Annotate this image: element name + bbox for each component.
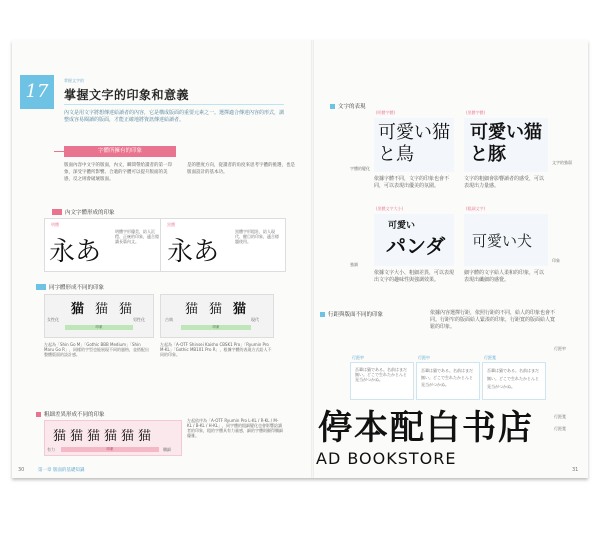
cell-desc: 細字體的文字給人柔和的印象，可以表現出纖細的感覺。 <box>464 270 545 283</box>
label-mas: 男性化 <box>133 317 145 322</box>
cell-tag: (黑體文字大小) <box>376 206 404 211</box>
cat-char: 猫 <box>185 302 199 317</box>
left-page <box>12 40 311 478</box>
footer-chapter: 第一章 版面的基礎知識 <box>38 468 85 473</box>
side-label: 強調 <box>350 262 358 267</box>
logo-chinese: 停本配白书店 <box>318 408 534 448</box>
label-fem: 女性化 <box>47 317 59 322</box>
page-number-right: 31 <box>572 467 579 473</box>
label-modern: 現代 <box>251 317 259 322</box>
sample-small-text: 可愛い <box>388 221 416 231</box>
weight-left-label: 有力 <box>47 447 55 452</box>
cell-tag: (明體字體) <box>376 110 396 115</box>
section-heading-1: 內文字體形成的印象 <box>52 208 115 216</box>
weight-desc: 左起依序為「A-OTF Ryumin Pro L-KL / R-KL / M-KL / B-KL / H-KL」，同字體的粗細變化也會影響給讀者的印象，粗的字體具有力量感，細的字體則顯得纖細優雅。 <box>187 418 283 438</box>
weight-arrow: 印象 <box>61 447 159 452</box>
sample-text: 可愛い猫と鳥 <box>378 122 450 165</box>
intro-text: 內文是用文字將想傳達給讀者的內容，它是構成版面的重要元素之一。選擇適合傳達內容的形式，調整成容易閱讀的版面，才能正確地將資訊傳達給讀者。 <box>64 110 285 123</box>
body-column-2: 是的態度方向，從讀者的角度來思考字體的挑選，也是版面設計的基本功。 <box>187 163 295 175</box>
side-label: 印象 <box>552 258 560 263</box>
section-heading-3: 粗細差異形成不同的印象 <box>36 410 105 418</box>
body-column-1: 版面內容中文字的版面，內文，瞬間帶給讀者的第一印象，深受字體所影響。合適的字體可以提升版面的美感，反之則會破壞版面。 <box>64 163 172 182</box>
logo-english: AD BOOKSTORE <box>316 449 457 468</box>
section-band: 字體所擁有的印象 <box>64 146 176 157</box>
panel-gothic <box>160 218 286 272</box>
right-section-heading: 文字的表現 <box>330 102 366 110</box>
cat-char: 猫 <box>119 302 133 317</box>
section2-right-text: 左起為「A-OTF Shinsei Kaisho CBSK1 Pro」「Ryumin Pro M-KL」「Gothic MB101 Pro R」，根據字體的表現方式給人不同的印象。 <box>160 342 272 357</box>
cat-char: 猫 <box>95 302 109 317</box>
cat-char: 猫 <box>233 302 247 317</box>
note-box <box>482 362 546 400</box>
cat-panel-right <box>160 294 274 338</box>
section2-text: 左起為「Shin Go M」「Gothic BBB Medium」「Shin Maru Go R」，同樣的字型也能展現不同的風格，並搭配出整體版面的設計感。 <box>44 342 149 357</box>
sample-text: 可愛い犬 <box>472 232 533 250</box>
note-tag: 行距窄 <box>352 355 364 360</box>
side-label: 文字的強弱 <box>552 160 572 165</box>
note-tag: 行距寬 <box>484 355 496 360</box>
title-divider <box>64 104 284 105</box>
page-number-left: 30 <box>18 467 25 473</box>
cell-desc: 依據文字大小、粗細差異，可以表現出文字的趣味性與強調效果。 <box>374 270 455 283</box>
page-title: 掌握文字的印象和意義 <box>64 88 190 102</box>
panel-tag: 明體 <box>51 222 59 227</box>
weight-right-label: 纖細 <box>163 447 171 452</box>
lesson-number: 17 <box>20 75 54 109</box>
panel-desc: 明體字形優美，給人沉穩、正統的印象，適合閱讀長篇內文。 <box>115 229 159 244</box>
weight-row: 猫猫猫猫猫猫 <box>53 429 156 444</box>
impression-arrow: 印象 <box>181 325 251 330</box>
note-tag: 行距中 <box>418 355 430 360</box>
weight-panel <box>44 420 182 456</box>
cell-desc: 依據字體不同，文字的印象也會不同，可以表現出優美的氛圍。 <box>374 176 450 189</box>
note-box <box>416 362 480 400</box>
label-classic: 古典 <box>165 317 173 322</box>
cell-tag: (黑體字體) <box>466 110 486 115</box>
heading-bar-icon <box>36 284 46 290</box>
panel-tag: 黑體 <box>167 222 175 227</box>
panel-chars: 永あ <box>49 237 102 267</box>
heading-square-icon <box>330 104 335 109</box>
note-box <box>350 362 414 400</box>
note-sample: 吾輩は猫である。名前はまだ無い。どこで生れたかとんと見当がつかぬ。 <box>355 367 407 382</box>
heading-bar-icon <box>52 209 62 215</box>
cat-char: 猫 <box>71 302 85 317</box>
cat-panel-left <box>44 294 154 338</box>
heading-square-icon <box>320 312 325 317</box>
section-heading-2: 同字體形成不同的印象 <box>36 283 104 291</box>
store-watermark-logo <box>318 400 534 468</box>
sample-cell-weight <box>464 214 548 266</box>
cat-char: 猫 <box>209 302 223 317</box>
right-label: 行距寬 <box>554 414 566 419</box>
cell-tag: (粗細文字) <box>466 206 486 211</box>
sample-cell-mincho <box>374 118 454 172</box>
impression-arrow: 印象 <box>65 325 133 330</box>
sample-cell-gothic <box>464 118 548 172</box>
right-section-heading-2: 行距與版面不同的印象 <box>320 310 383 318</box>
sample-big-text: パンダ <box>386 234 446 258</box>
right-label: 行距窄 <box>554 346 566 351</box>
heading-square-icon <box>36 412 41 417</box>
panel-desc: 黑體字形粗壯，給人現代、醒目的印象，適合標題使用。 <box>235 229 279 244</box>
cell-desc: 文字的粗細會影響讀者的感受，可以表現出力量感。 <box>464 176 545 189</box>
sample-cell-size <box>374 214 454 266</box>
note-sample: 吾輩は猫である。名前はまだ無い。どこで生れたかとんと見当がつかぬ。 <box>487 368 539 389</box>
lesson-label: 掌握文字的 <box>64 78 84 83</box>
panel-chars: 永あ <box>167 237 220 267</box>
side-label: 字體的變化 <box>350 166 370 171</box>
note-sample: 吾輩は猫である。名前はまだ無い。どこで生れたかとんと見当がつかぬ。 <box>421 368 473 387</box>
panel-mincho <box>44 218 166 272</box>
sample-text: 可愛い猫と豚 <box>470 122 542 165</box>
right-section2-text: 依據內容選擇行距，依照行距的不同，給人的印象也會不同。行距窄的版面給人緊湊的印象，行距寬的版面給人寬鬆的印象。 <box>430 310 556 330</box>
band-line <box>54 151 64 152</box>
right-label: 行距寬 <box>554 426 566 431</box>
